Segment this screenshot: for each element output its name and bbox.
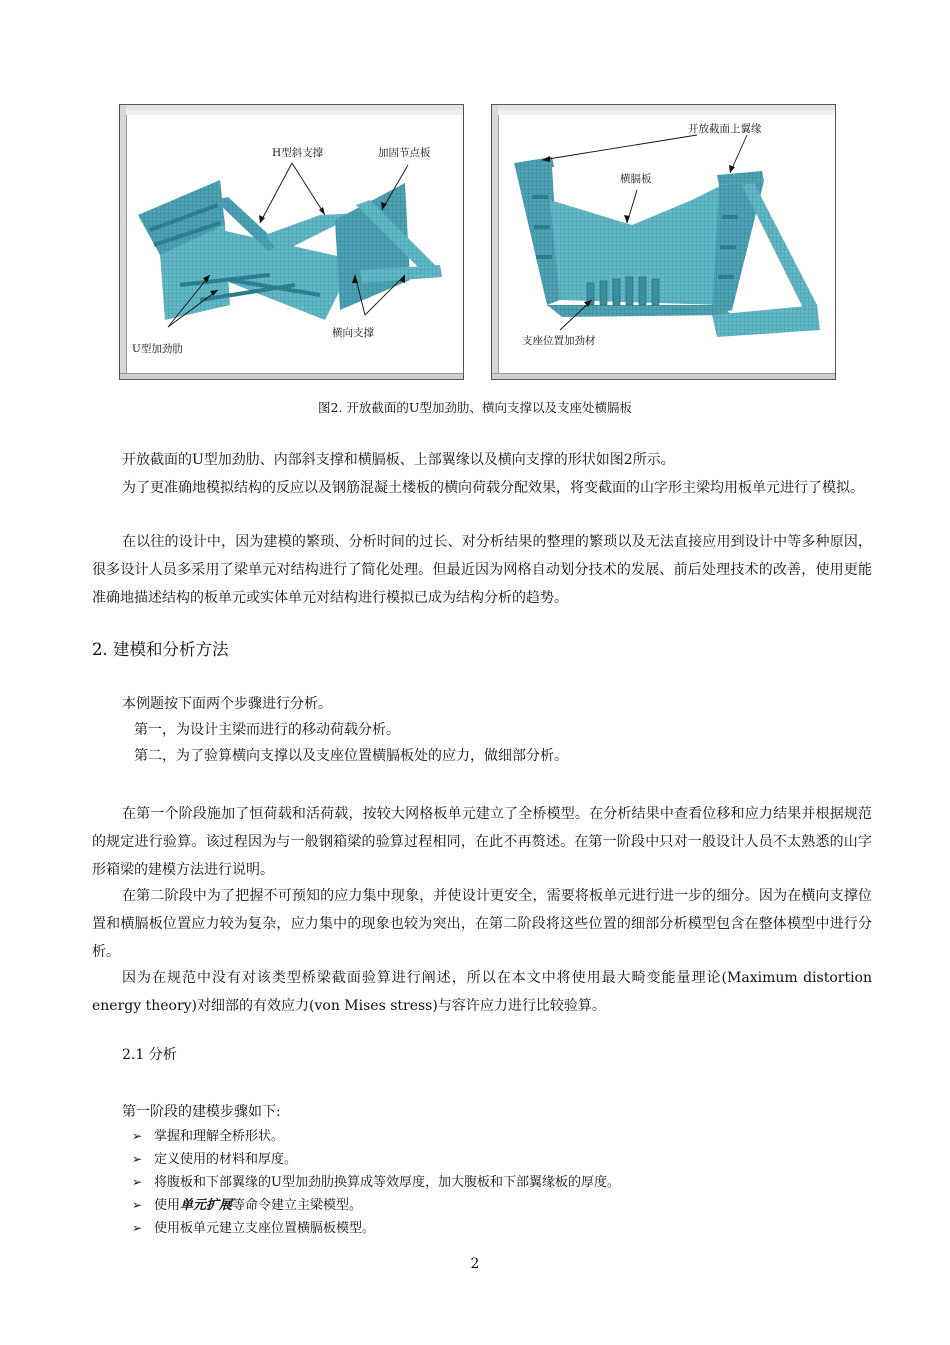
paragraph-design-history: 在以往的设计中，因为建模的繁琐、分析时间的过长、对分析结果的整理的繁琐以及无法直接应用到设计中等多种原因，很多设计人员多采用了梁单元对结构进行了简化处理。但最近因为网格自动划分技术的发展、前后处理技术的改善，使用更能准确地描述结构的板单元或实体单元对结构进行模拟已成为结构分析的趋势。 <box>92 534 872 606</box>
figure-caption: 图2. 开放截面的U型加劲肋、横向支撑以及支座处横膈板 <box>318 400 632 415</box>
left-web <box>516 167 560 305</box>
steps-intro: 本例题按下面两个步骤进行分析。 <box>122 696 332 712</box>
step-two: 第二，为了验算横向支撑以及支座位置横膈板处的应力，做细部分析。 <box>134 748 568 764</box>
label-u-rib: U型加劲肋 <box>132 343 183 355</box>
list-item: ➢ 使用单元扩展等命令建立主梁模型。 <box>132 1194 620 1217</box>
list-item: ➢ 将腹板和下部翼缘的U型加劲肋换算成等效厚度，加大腹板和下部翼缘板的厚度。 <box>132 1171 620 1194</box>
paragraph-plate-modeling: 为了更准确地模拟结构的反应以及钢筋混凝土楼板的横向荷载分配效果，将变截面的山字形主梁均用板单元进行了模拟。 <box>122 480 864 496</box>
arrow-bullet-icon: ➢ <box>132 1129 143 1143</box>
right-diagonal <box>742 183 817 310</box>
label-transverse-brace: 横向支撑 <box>332 327 374 339</box>
label-h-brace: H型斜支撑 <box>272 147 324 159</box>
paragraph-von-mises: 因为在规范中没有对该类型桥梁截面验算进行阐述，所以在本文中将使用最大畸变能量理论(Maximum distortion energy theory)对细部的有效应力(von Mises stress)与容许应力进行比较验算。 <box>92 970 872 1014</box>
section-heading-2-1: 2.1 分析 <box>122 1047 177 1063</box>
command-name: 单元扩展 <box>180 1198 233 1213</box>
label-gusset: 加固节点板 <box>378 147 431 159</box>
figure-left-screenshot <box>119 104 464 380</box>
page-number: 2 <box>470 1256 480 1272</box>
arrow-bullet-icon: ➢ <box>132 1221 143 1235</box>
right-statusbar <box>492 373 835 379</box>
label-bearing-stiffener: 支座位置加劲材 <box>522 335 596 347</box>
diaphragm <box>550 185 722 305</box>
section-heading-2: 2. 建模和分析方法 <box>92 640 229 659</box>
arrow-bullet-icon: ➢ <box>132 1152 143 1166</box>
label-top-flange: 开放截面上翼缘 <box>688 123 762 135</box>
step-one: 第一，为设计主梁而进行的移动荷载分析。 <box>134 722 400 738</box>
figure-right-screenshot <box>491 104 836 380</box>
list-item: ➢ 使用板单元建立支座位置横膈板模型。 <box>132 1217 620 1240</box>
left-statusbar <box>120 373 463 379</box>
bottom-flange <box>547 305 732 317</box>
arrow-bullet-icon: ➢ <box>132 1175 143 1189</box>
paragraph-figure-description: 开放截面的U型加劲肋、内部斜支撑和横膈板、上部翼缘以及横向支撑的形状如图2所示。 <box>122 452 675 468</box>
modeling-steps-list <box>132 1125 620 1240</box>
paragraph-stage-two: 在第二阶段中为了把握不可预知的应力集中现象，并使设计更安全，需要将板单元进行进一步的细分。因为在横向支撑位置和横膈板位置应力较为复杂，应力集中的现象也较为突出，在第二阶段将这些位置的细部分析模型包含在整体模型中进行分析。 <box>92 888 872 960</box>
arrow-bullet-icon: ➢ <box>132 1198 143 1212</box>
paragraph-stage-one: 在第一个阶段施加了恒荷载和活荷载，按较大网格板单元建立了全桥模型。在分析结果中查看位移和应力结果并根据规范的规定进行验算。该过程因为与一般钢箱梁的验算过程相同，在此不再赘述。在第一阶段中只对一般设计人员不太熟悉的山字形箱梁的建模方法进行说明。 <box>92 806 872 878</box>
label-diaphragm: 横膈板 <box>620 173 652 185</box>
list-item: ➢ 定义使用的材料和厚度。 <box>132 1148 620 1171</box>
list-item: ➢ 掌握和理解全桥形状。 <box>132 1125 620 1148</box>
modeling-steps-intro: 第一阶段的建模步骤如下: <box>122 1104 281 1120</box>
